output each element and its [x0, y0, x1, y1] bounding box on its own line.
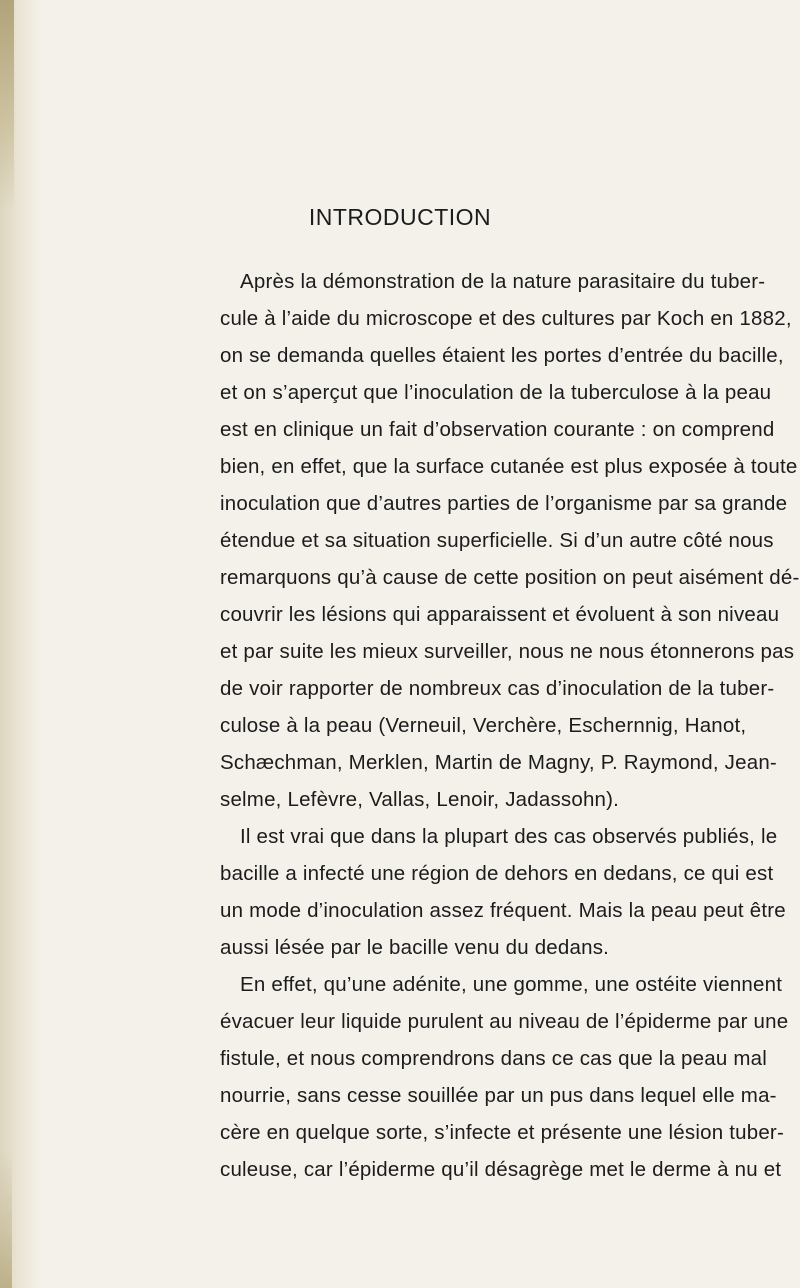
text-line: un mode d’inoculation assez fréquent. Mais la peau peut être [220, 899, 786, 922]
text-line: on se demanda quelles étaient les portes d’entrée du bacille, [220, 344, 784, 367]
text-line: inoculation que d’autres parties de l’organisme par sa grande [220, 492, 788, 515]
text-line: et on s’aperçut que l’inoculation de la tuberculose à la peau [220, 381, 772, 404]
text-line: est en clinique un fait d’observation courante : on comprend [220, 418, 775, 441]
text-line: nourrie, sans cesse souillée par un pus dans lequel elle ma- [220, 1084, 777, 1107]
text-line: selme, Lefèvre, Vallas, Lenoir, Jadassohn). [220, 788, 620, 811]
text-line: bien, en effet, que la surface cutanée est plus exposée à toute [220, 455, 798, 478]
text-line: bacille a infecté une région de dehors en dedans, ce qui est [220, 862, 774, 885]
text-line: couvrir les lésions qui apparaissent et évoluent à son niveau [220, 603, 780, 626]
text-line: évacuer leur liquide purulent au niveau de l’épiderme par une [220, 1010, 789, 1033]
chapter-heading: INTRODUCTION [308, 204, 492, 230]
text-line: et par suite les mieux surveiller, nous ne nous étonnerons pas [220, 640, 795, 663]
page-stain-top [0, 0, 14, 210]
text-line: étendue et sa situation superficielle. Si d’un autre côté nous [220, 529, 774, 552]
text-line: Il est vrai que dans la plupart des cas observés publiés, le [240, 825, 778, 848]
text-line: culeuse, car l’épiderme qu’il désagrège met le derme à nu et [220, 1158, 782, 1181]
text-line: En effet, qu’une adénite, une gomme, une ostéite viennent [240, 973, 783, 996]
text-line: remarquons qu’à cause de cette position on peut aisément dé- [220, 566, 800, 589]
text-line: cule à l’aide du microscope et des cultures par Koch en 1882, [220, 307, 792, 330]
text-line: cère en quelque sorte, s’infecte et présente une lésion tuber- [220, 1121, 784, 1144]
text-line: culose à la peau (Verneuil, Verchère, Eschernnig, Hanot, [220, 714, 747, 737]
text-line: Schæchman, Merklen, Martin de Magny, P. Raymond, Jean- [220, 751, 777, 774]
text-line: aussi lésée par le bacille venu du dedans. [220, 936, 610, 959]
page-stain-bottom [0, 1150, 12, 1288]
text-line: de voir rapporter de nombreux cas d’inoculation de la tuber- [220, 677, 775, 700]
text-line: Après la démonstration de la nature parasitaire du tuber- [240, 270, 766, 293]
text-line: fistule, et nous comprendrons dans ce cas que la peau mal [220, 1047, 767, 1070]
